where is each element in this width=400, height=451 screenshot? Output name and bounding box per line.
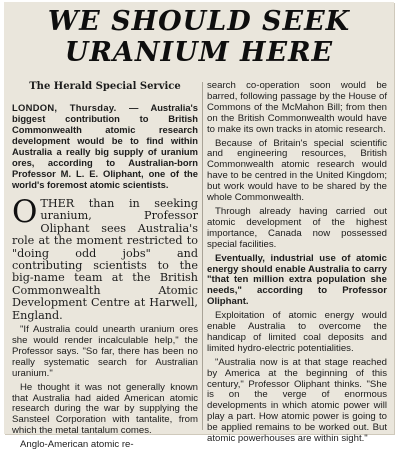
body-paragraph: "If Australia could unearth uranium ores she would render incalculable help," the Professor says. "So far, there has been no really systematic search for Australian uranium." xyxy=(12,324,198,379)
lede-text: Australia's biggest contribution to British Commonwealth atomic research development would be to find within Australia a really big supply of uranium ores, according to Australian-born Professor M. L. E. Oliphant, one of the world's foremost atomic scientists. xyxy=(12,102,198,190)
dateline: LONDON, Thursday. — xyxy=(12,102,139,113)
drop-cap: O xyxy=(12,194,38,230)
body-paragraph: Exploitation of atomic energy would enable Australia to overcome the handicap of limited coal deposits and limited hydro-electric potentialities. xyxy=(207,310,387,354)
body-paragraph: Through already having carried out atomic development of the highest importance, Canada now possessed special facilities. xyxy=(207,205,387,250)
newspaper-clipping xyxy=(4,2,394,451)
body-paragraph-bold: Eventually, industrial use of atomic energy should enable Australia to carry "that ten million extra population she needs," according to Professor Oliphant. xyxy=(207,252,387,308)
headline xyxy=(4,2,394,68)
body-paragraph: "Australia now is at that stage reached by America at the beginning of this century," Professor Oliphant thinks. "She is on the verge of enormous developments in which atomic power will play a part. How atomic power is going to be applied remains to be worked out. But atomic powerhouses are within sight." xyxy=(207,356,387,445)
lede-paragraph xyxy=(12,102,198,190)
body-paragraph: Because of Britain's special scientific and engineering resources, British Commonwealth atomic research would have to be centred in the United Kingdom; but work would have to be shared by the whole Commonwealth. xyxy=(207,137,387,204)
dropcap-paragraph xyxy=(12,194,198,322)
body-paragraph: He thought it was not generally known that Australia had aided American atomic research during the war by supplying the Sansteel Corporation with tantalite, from which the metal tantalum comes. xyxy=(12,381,198,437)
dropcap-paragraph-text: THER than in seeking uranium, Professor Oliphant sees Australia's role at the moment restricted to "doing odd jobs" and contributing scientists to the big-name team at the British Commonwealth Atomic Development Centre at Harwell, England. xyxy=(12,197,198,322)
byline: The Herald Special Service xyxy=(29,81,181,92)
body-paragraph: search co-operation soon would be barred, following passage by the House of Commons of the McMahon Bill; from then on the British Commonwealth would have to make its own tracks in atomic research. xyxy=(207,80,387,135)
right-column xyxy=(207,80,387,445)
headline-line-1: WE SHOULD SEEK xyxy=(47,6,351,37)
left-column xyxy=(12,81,198,451)
body-paragraph: Anglo-American atomic re- xyxy=(20,439,134,451)
column-divider xyxy=(202,82,203,430)
headline-line-2: URANIUM HERE xyxy=(64,37,334,68)
